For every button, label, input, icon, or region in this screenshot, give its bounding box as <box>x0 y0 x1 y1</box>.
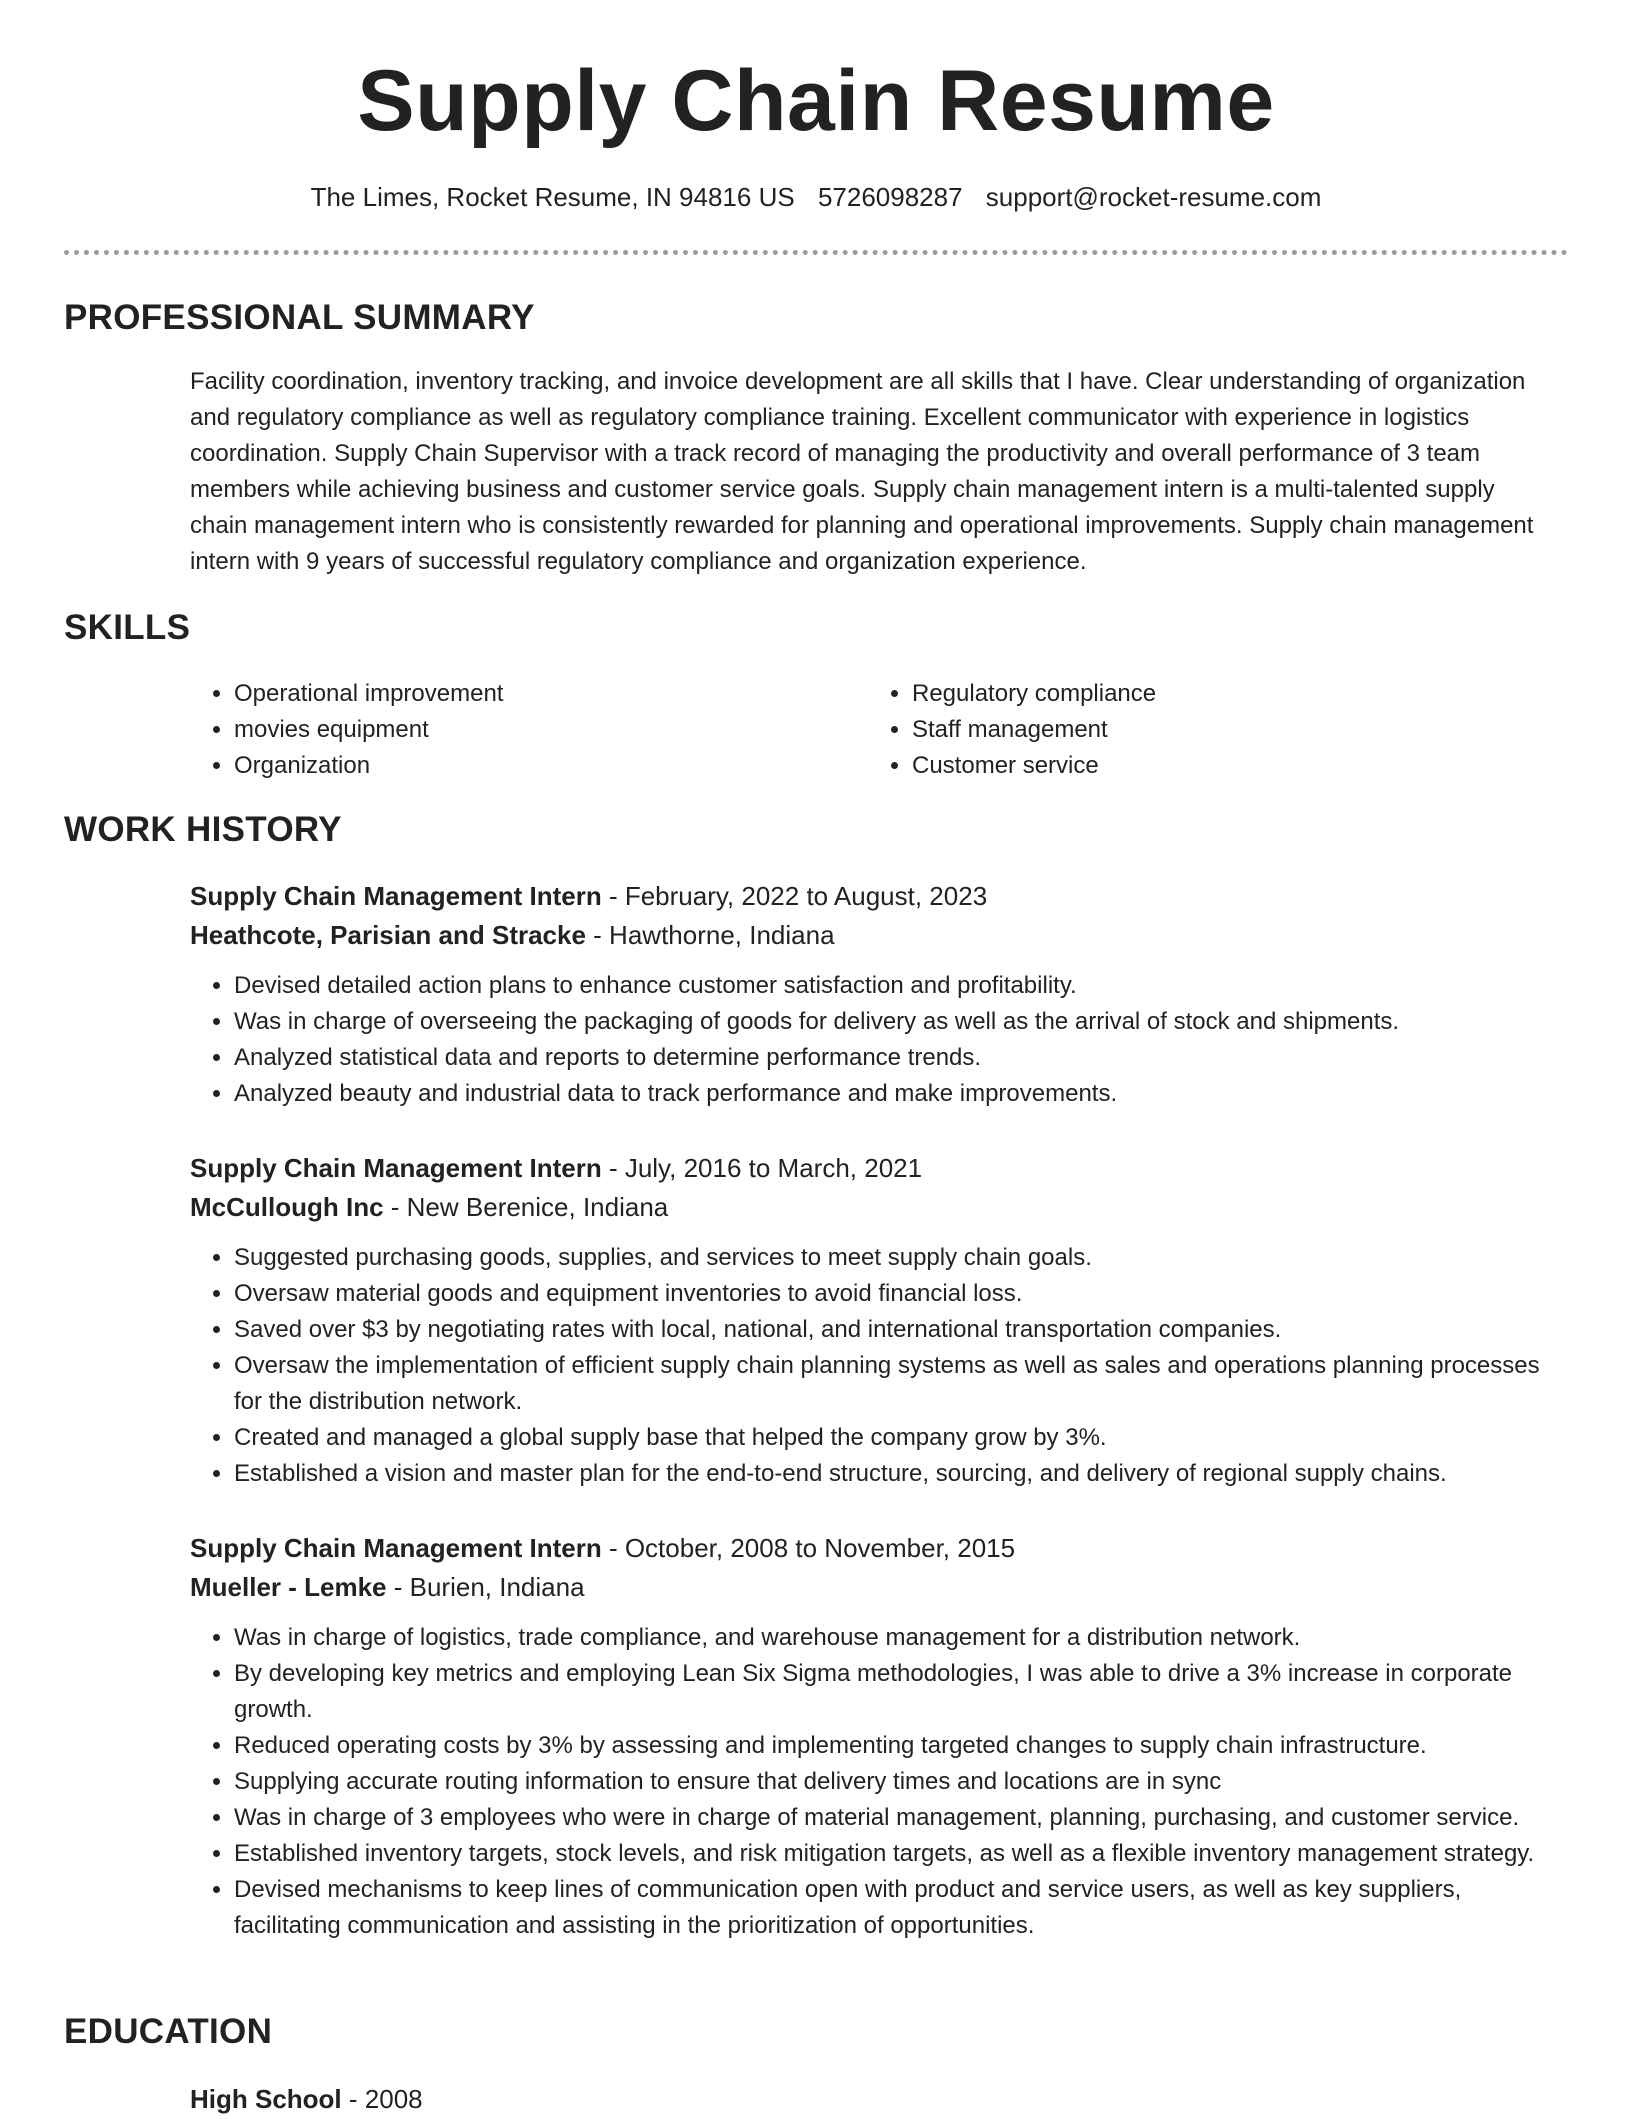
job-bullet: • Oversaw the implementation of efficient supply chain planning systems as well as sales and operations planning processes for the distribution network. <box>234 1348 1570 1420</box>
education-year: - 2008 <box>341 2084 423 2114</box>
resume-title: Supply Chain Resume <box>357 53 1275 149</box>
skill-item: • Operational improvement <box>234 676 503 712</box>
job-company: Heathcote, Parisian and Stracke <box>190 920 586 950</box>
job-entry <box>190 1529 1570 1944</box>
job-location: - New Berenice, Indiana <box>383 1192 669 1222</box>
education-degree: High School <box>190 2084 342 2114</box>
job-location: - Burien, Indiana <box>386 1572 585 1602</box>
summary-heading: PROFESSIONAL SUMMARY <box>64 298 535 337</box>
contact-address: The Limes, Rocket Resume, IN 94816 US <box>310 182 795 212</box>
job-bullet: • Reduced operating costs by 3% by assessing and implementing targeted changes to supply chain infrastructure. <box>234 1728 1570 1764</box>
job-bullet: • Analyzed beauty and industrial data to track performance and make improvements. <box>234 1076 1570 1112</box>
job-company-line <box>190 916 1570 955</box>
contact-line <box>0 182 1632 213</box>
job-bullet: • Was in charge of logistics, trade compliance, and warehouse management for a distribution network. <box>234 1620 1570 1656</box>
job-title: Supply Chain Management Intern <box>190 1153 602 1183</box>
job-company: Mueller - Lemke <box>190 1572 387 1602</box>
job-company-line <box>190 1568 1570 1607</box>
job-title-line <box>190 1529 1570 1568</box>
contact-phone: 5726098287 <box>817 182 963 212</box>
job-bullets <box>190 968 1570 1112</box>
job-bullet: • Supplying accurate routing information to ensure that delivery times and locations are in sync <box>234 1764 1570 1800</box>
job-entry <box>190 877 1570 1112</box>
skill-item: • Staff management <box>912 712 1156 748</box>
job-dates: - February, 2022 to August, 2023 <box>601 881 988 911</box>
job-title-line <box>190 877 1570 916</box>
job-bullet: • By developing key metrics and employing Lean Six Sigma methodologies, I was able to drive a 3% increase in corporate growth. <box>234 1656 1570 1728</box>
job-title-line <box>190 1149 1570 1188</box>
job-bullet: • Devised detailed action plans to enhance customer satisfaction and profitability. <box>234 968 1570 1004</box>
job-bullet: • Suggested purchasing goods, supplies, and services to meet supply chain goals. <box>234 1240 1570 1276</box>
work-history-heading: WORK HISTORY <box>64 810 342 849</box>
skill-item: • Organization <box>234 748 503 784</box>
job-company-line <box>190 1188 1570 1227</box>
job-bullet: • Created and managed a global supply base that helped the company grow by 3%. <box>234 1420 1570 1456</box>
skill-item: • Customer service <box>912 748 1156 784</box>
education-entry <box>190 2080 423 2119</box>
job-bullet: • Was in charge of overseeing the packaging of goods for delivery as well as the arrival of stock and shipments. <box>234 1004 1570 1040</box>
skills-list-right <box>868 676 1156 784</box>
job-bullet: • Established a vision and master plan for the end-to-end structure, sourcing, and delivery of regional supply chains. <box>234 1456 1570 1492</box>
education-heading: EDUCATION <box>64 2012 273 2051</box>
skills-heading: SKILLS <box>64 608 191 647</box>
contact-email: support@rocket-resume.com <box>985 182 1322 212</box>
job-bullet: • Devised mechanisms to keep lines of communication open with product and service users, as well as key suppliers, facilitating communication and assisting in the prioritization of opportunities. <box>234 1872 1570 1944</box>
job-bullet: • Saved over $3 by negotiating rates with local, national, and international transportation companies. <box>234 1312 1570 1348</box>
job-location: - Hawthorne, Indiana <box>585 920 835 950</box>
job-bullet: • Was in charge of 3 employees who were in charge of material management, planning, purchasing, and customer service. <box>234 1800 1570 1836</box>
job-dates: - October, 2008 to November, 2015 <box>601 1533 1016 1563</box>
job-bullet: • Oversaw material goods and equipment inventories to avoid financial loss. <box>234 1276 1570 1312</box>
job-bullets <box>190 1240 1570 1492</box>
job-dates: - July, 2016 to March, 2021 <box>601 1153 923 1183</box>
header-divider <box>64 250 1568 255</box>
job-title: Supply Chain Management Intern <box>190 1533 602 1563</box>
skill-item: • movies equipment <box>234 712 503 748</box>
job-bullet: • Analyzed statistical data and reports to determine performance trends. <box>234 1040 1570 1076</box>
job-bullets <box>190 1620 1570 1944</box>
job-title: Supply Chain Management Intern <box>190 881 602 911</box>
job-company: McCullough Inc <box>190 1192 384 1222</box>
summary-text: Facility coordination, inventory tracking, and invoice development are all skills that I have. Clear understanding of organization and regulatory compliance as well as regulatory compliance training. Excellent communicator with experience in logistics coordination. Supply Chain Supervisor with a track record of managing the productivity and overall performance of 3 team members while achieving business and customer service goals. Supply chain management intern is a multi-talented supply chain management intern who is consistently rewarded for planning and operational improvements. Supply chain management intern with 9 years of successful regulatory compliance and organization experience. <box>190 368 1534 575</box>
job-bullet: • Established inventory targets, stock levels, and risk mitigation targets, as well as a flexible inventory management strategy. <box>234 1836 1570 1872</box>
job-entry <box>190 1149 1570 1492</box>
skill-item: • Regulatory compliance <box>912 676 1156 712</box>
skills-list-left <box>190 676 503 784</box>
